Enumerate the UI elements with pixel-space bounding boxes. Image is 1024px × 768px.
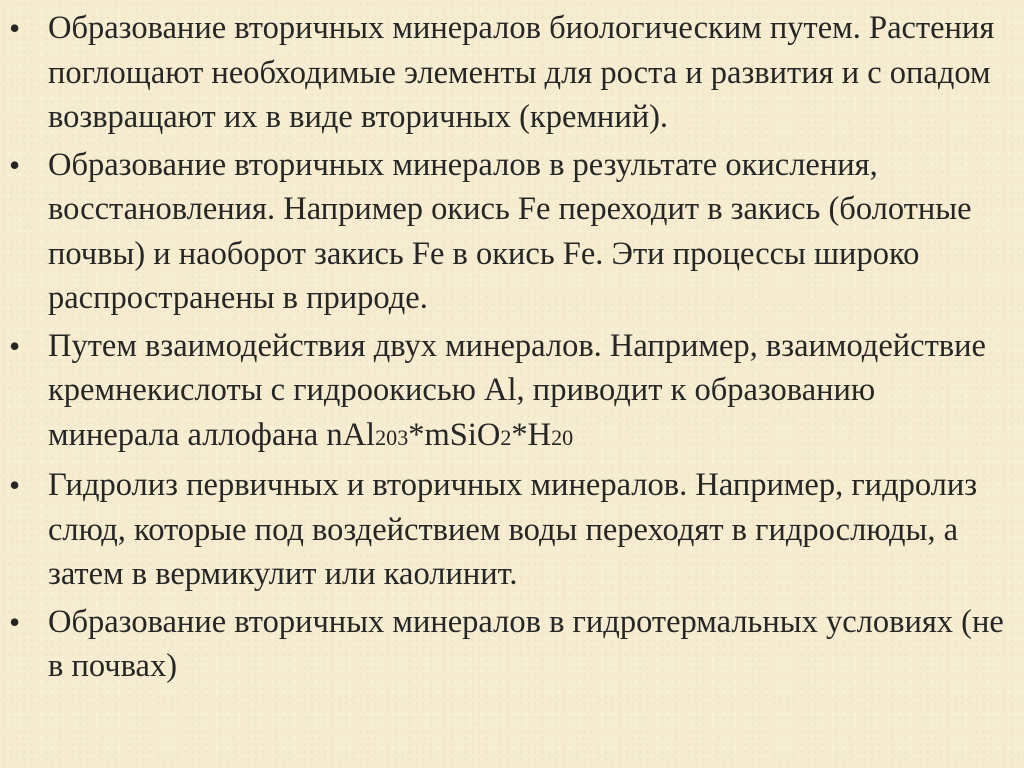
bullet-marker: • bbox=[9, 146, 21, 183]
bullet-text: Образование вторичных минералов в гидротермальных условиях (не в почвах) bbox=[48, 603, 1004, 684]
bullet-text: Гидролиз первичных и вторичных минералов. Например, гидролиз слюд, которые под воздействием воды переходят в гидрослюды, а затем в вермикулит или каолинит. bbox=[48, 467, 978, 592]
formula-part: 0 bbox=[386, 424, 398, 450]
bullet-text: Образование вторичных минералов биологическим путем. Растения поглощают необходимые элементы для роста и развития и с опадом возвращают их в виде вторичных (кремний). bbox=[48, 10, 995, 135]
bullet-item-interaction bbox=[0, 324, 1024, 461]
bullet-text: Образование вторичных минералов в результате окисления, восстановления. Например окись Fe переходит в закись (болотные почвы) и наоборот закись Fe в окись Fe. Эти процессы широко распространены в природе. bbox=[48, 146, 972, 316]
formula-part: 2 bbox=[551, 424, 563, 450]
bullet-item-hydrolysis bbox=[0, 463, 1024, 597]
formula-part: *mSiO bbox=[408, 416, 501, 453]
formula-part: 0 bbox=[562, 424, 574, 450]
bullet-marker: • bbox=[9, 467, 21, 503]
formula-part: *H bbox=[511, 416, 552, 453]
bullet-marker: • bbox=[9, 327, 21, 364]
bullet-item-oxidation bbox=[0, 143, 1024, 321]
slide-content bbox=[0, 6, 1024, 692]
bullet-item-biological bbox=[0, 6, 1024, 140]
bullet-item-hydrothermal bbox=[0, 600, 1024, 689]
bullet-marker: • bbox=[9, 603, 21, 640]
formula-part: 2 bbox=[375, 424, 387, 450]
bullet-marker: • bbox=[9, 10, 21, 46]
bullet-text: Путем взаимодействия двух минералов. Например, взаимодействие кремнекислоты с гидроокисью Al, приводит к образованию минерала аллофана nAl bbox=[48, 327, 986, 453]
formula-part: 3 bbox=[397, 424, 409, 450]
formula-part: 2 bbox=[500, 424, 512, 450]
